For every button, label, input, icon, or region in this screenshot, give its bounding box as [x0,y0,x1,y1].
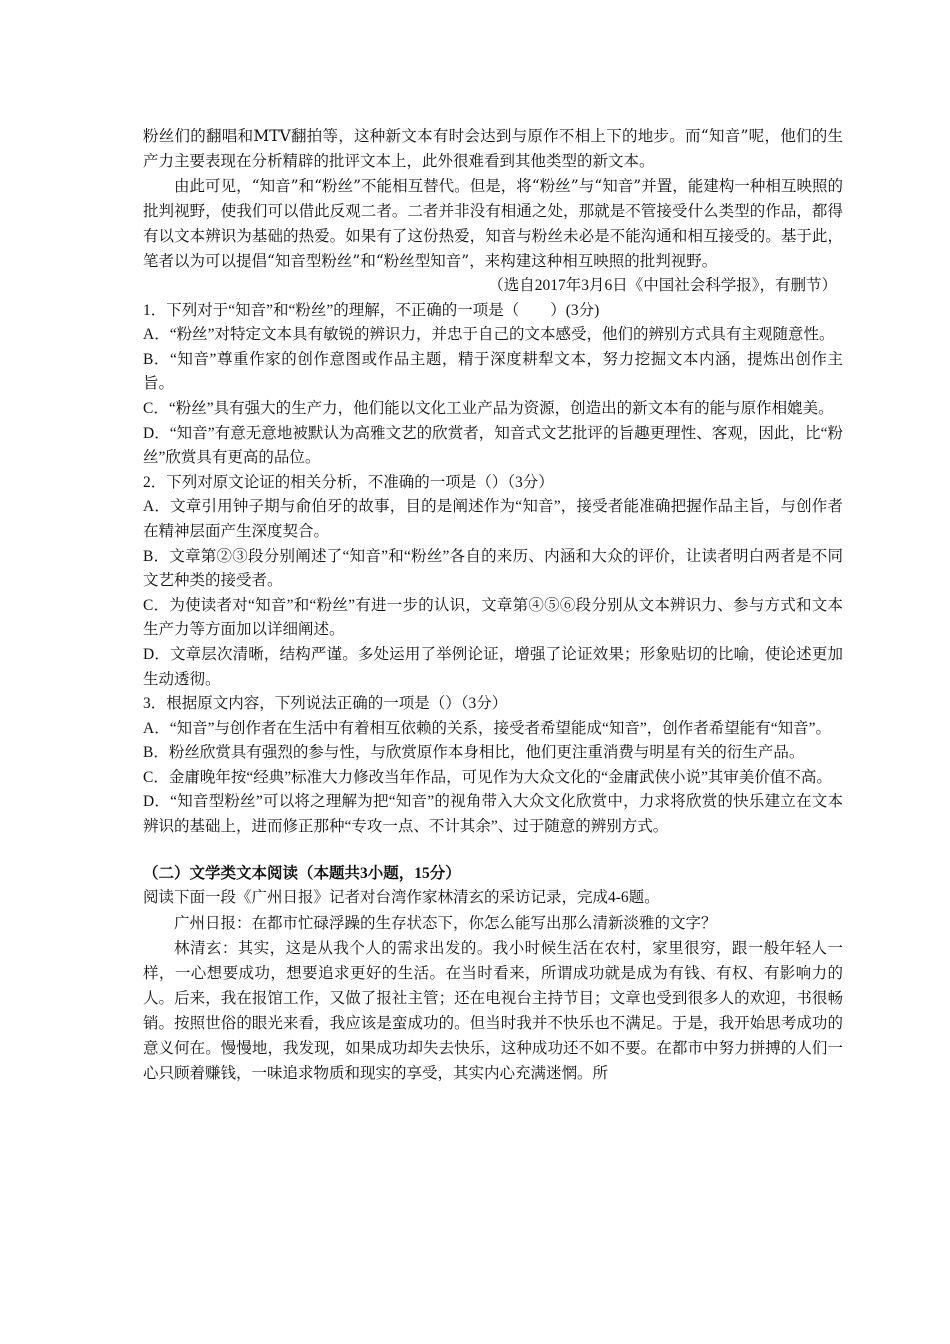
option-c: C．金庸晚年按“经典”标准大力修改当年作品，可见作为大众文化的“金庸武侠小说”其审美价值不高。 [143,768,832,786]
interview-answer: 林清玄：其实，这是从我个人的需求出发的。我小时候生活在农村，家里很穷，跟一般年轻人一样，一心想要成功，想要追求更好的生活。在当时看来，所谓成功就是成为有钱、有权、有影响力的人。后来，我在报馆工作，又做了报社主管；还在电视台主持节目；文章也受到很多人的欢迎，书很畅销。按照世俗的眼光来看，我应该是蛮成功的。但当时我并不快乐也不满足。于是，我开始思考成功的意义何在。慢慢地，我发现，如果成功却失去快乐，这种成功还不如不要。在都市中努力拼搏的人们一心只顾着赚钱，一味追求物质和现实的享受，其实内心充满迷惘。所 [143,938,843,1082]
document-page [143,124,843,1086]
question-2 [143,471,843,692]
passage-paragraph: 粉丝们的翻唱和MTV翻拍等，这种新文本有时会达到与原作不相上下的地步。而“知音”呢，他们的生产力主要表现在分析精辟的批评文本上，此外很难看到其他类型的新文本。 [143,127,843,170]
passage-source: （选自2017年3月6日《中国社会科学报》，有删节） [488,277,837,294]
question-stem: 1．下列对于“知音”和“粉丝”的理解，不正确的一项是（ ）(3分) [143,301,600,319]
passage-1 [143,124,843,274]
option-a: A．文章引用钟子期与俞伯牙的故事，目的是阐述作为“知音”，接受者能准确把握作品主旨，与创作者在精神层面产生深度契合。 [143,498,843,540]
option-b: B．文章第②③段分别阐述了“知音”和“粉丝”各自的来历、内涵和大众的评价，让读者明白两者是不同文艺种类的接受者。 [143,547,843,590]
option-a: A．“粉丝”对特定文本具有敏锐的辨识力，并忠于自己的文本感受，他们的辨别方式具有主观随意性。 [143,326,835,344]
option-c: C．“粉丝”具有强大的生产力，他们能以文化工业产品为资源，创造出的新文本有的能与原作相媲美。 [143,399,834,417]
option-b: B．粉丝欣赏具有强烈的参与性，与欣赏原作本身相比，他们更注重消费与明星有关的衍生产品。 [143,744,805,762]
option-c: C．为使读者对“知音”和“粉丝”有进一步的认识，文章第④⑤⑥段分别从文本辨识力、参与方式和文本生产力等方面加以详细阐述。 [143,596,843,639]
interview-question: 广州日报：在都市忙碌浮躁的生存状态下，你怎么能写出那么清新淡雅的文字？ [174,913,717,932]
section-intro: 阅读下面一段《广州日报》记者对台湾作家林清玄的采访记录，完成4-6题。 [143,889,660,907]
option-b: B．“知音”尊重作家的创作意图或作品主题，精于深度耕犁文本，努力挖掘文本内涵，提炼出创作主旨。 [143,350,843,393]
question-1 [143,299,843,471]
option-d: D．“知音”有意无意地被默认为高雅文艺的欣赏者，知音式文艺批评的旨趣更理性、客观，因此，比“粉丝”欣赏具有更高的品位。 [143,424,843,467]
interview-text [143,911,843,1086]
passage-paragraph: 由此可见，“知音”和“粉丝”不能相互替代。但是，将“粉丝”与“知音”并置，能建构一种相互映照的批判视野，使我们可以借此反观二者。二者并非没有相通之处，那就是不管接受什么类型的作品，都得有以文本辨识为基础的热爱。如果有了这份热爱，知音与粉丝未必是不能沟通和相互接受的。基于此，笔者以为可以提倡“知音型粉丝”和“粉丝型知音”，来构建这种相互映照的批判视野。 [143,177,843,270]
questions-block [143,274,843,911]
question-stem: 3．根据原文内容，下列说法正确的一项是（）（3分） [143,695,508,713]
question-stem: 2．下列对原文论证的相关分析，不准确的一项是（）（3分） [143,473,554,491]
option-a: A．“知音”与创作者在生活中有着相互依赖的关系，接受者希望能成“知音”，创作者希望能有“知音”。 [143,719,831,737]
option-d: D．“知音型粉丝”可以将之理解为把“知音”的视角带入大众文化欣赏中，力求将欣赏的快乐建立在文本辨识的基础上，进而修正那种“专攻一点、不计其余”、过于随意的辨别方式。 [143,793,843,836]
question-3 [143,692,843,840]
option-d: D．文章层次清晰，结构严谨。多处运用了举例论证，增强了论证效果；形象贴切的比喻，使论述更加生动透彻。 [143,645,843,688]
section-title: （二）文学类文本阅读（本题共3小题，15分） [143,864,461,882]
